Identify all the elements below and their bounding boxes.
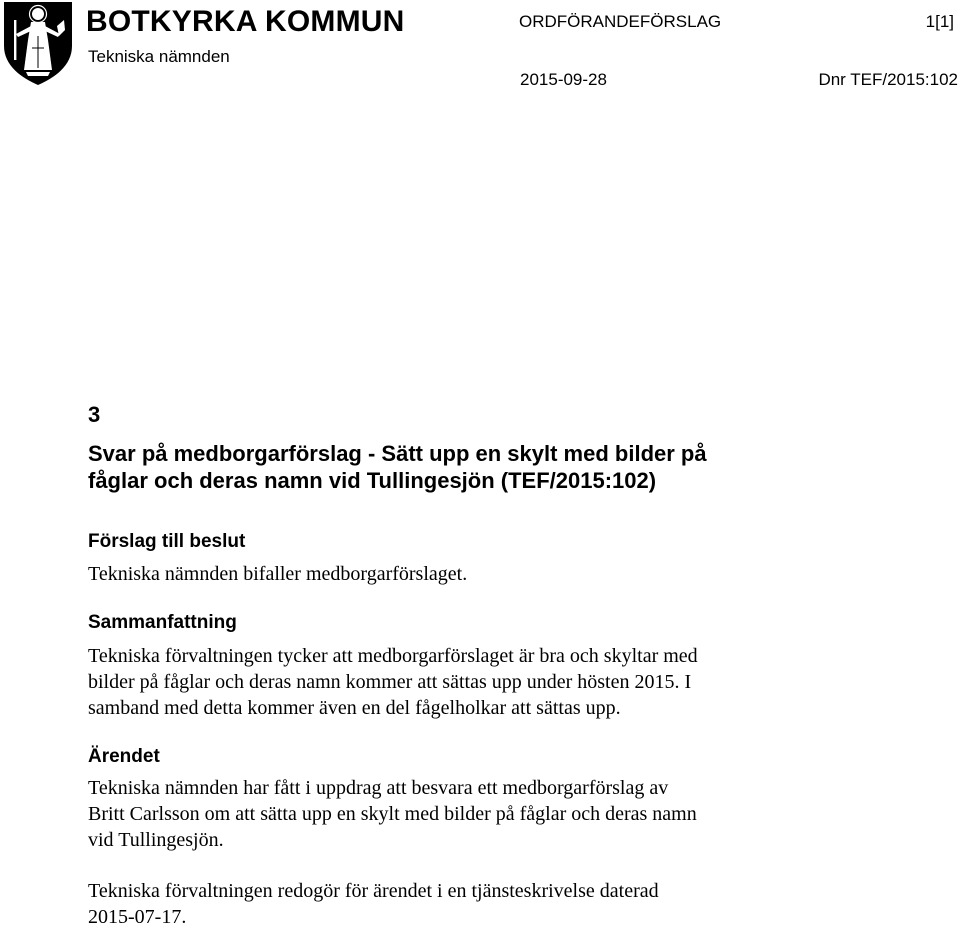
summary-heading: Sammanfattning xyxy=(88,612,237,633)
organization-name: BOTKYRKA KOMMUN xyxy=(86,5,405,38)
matter-line: 2015-07-17. xyxy=(88,906,187,928)
proposal-text: Tekniska nämnden bifaller medborgarförslaget. xyxy=(88,563,468,585)
item-title-line: fåglar och deras namn vid Tullingesjön (TEF/2015:102) xyxy=(88,468,657,493)
matter-paragraph-2 xyxy=(88,878,848,930)
coat-of-arms-icon xyxy=(2,0,74,86)
page-number: 1[1] xyxy=(925,12,954,31)
summary-line: bilder på fåglar och deras namn kommer att sättas upp under hösten 2015. I xyxy=(88,671,692,693)
matter-heading: Ärendet xyxy=(88,746,160,767)
item-number: 3 xyxy=(88,402,101,427)
proposal-heading: Förslag till beslut xyxy=(88,531,246,552)
summary-text xyxy=(88,643,848,721)
document-reference: Dnr TEF/2015:102 xyxy=(818,70,958,89)
matter-line: Tekniska nämnden har fått i uppdrag att besvara ett medborgarförslag av xyxy=(88,777,669,799)
item-title xyxy=(88,440,848,494)
document-type: ORDFÖRANDEFÖRSLAG xyxy=(519,12,722,31)
document-date: 2015-09-28 xyxy=(520,70,607,89)
summary-line: samband med detta kommer även en del fågelholkar att sättas upp. xyxy=(88,697,621,719)
matter-line: Tekniska förvaltningen redogör för ärendet i en tjänsteskrivelse daterad xyxy=(88,880,659,902)
matter-line: vid Tullingesjön. xyxy=(88,829,224,851)
matter-line: Britt Carlsson om att sätta upp en skylt med bilder på fåglar och deras namn xyxy=(88,803,697,825)
summary-line: Tekniska förvaltningen tycker att medborgarförslaget är bra och skyltar med xyxy=(88,645,698,667)
matter-paragraph-1 xyxy=(88,775,848,853)
item-title-line: Svar på medborgarförslag - Sätt upp en skylt med bilder på xyxy=(88,441,707,466)
committee-name: Tekniska nämnden xyxy=(88,47,230,66)
